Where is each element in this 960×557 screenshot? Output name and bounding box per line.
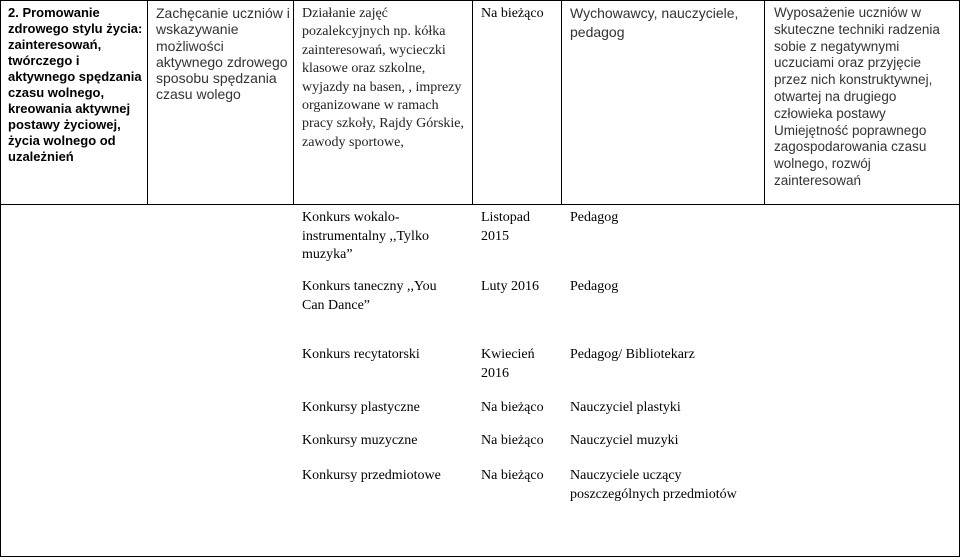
grid-line (0, 0, 1, 557)
area-cell: 2. Promowanie zdrowego stylu życia: zainteresowań, twórczego i aktywnego spędzania czasu wolnego, kreowania aktywnej postawy życiowej, życia wolnego od uzależnień (8, 5, 143, 164)
responsible-cell: Pedagog (570, 210, 619, 225)
grid-line (0, 0, 960, 1)
responsible-cell: Nauczyciel plastyki (570, 400, 681, 415)
responsible-cell: Pedagog (570, 279, 619, 294)
responsible-cell: Nauczyciel muzyki (570, 433, 679, 448)
grid-line (147, 0, 148, 204)
task-cell: Działanie zajęć pozalekcyjnych np. kółka zainteresowań, wycieczki klasowe oraz szkolne, wyjazdy na basen, , imprezy organizowane w ramach pracy szkoły, Rajdy Górskie, zawody sportowe, (302, 6, 464, 150)
task-cell: Konkursy przedmiotowe (302, 468, 441, 483)
responsible-cell: Wychowawcy, nauczyciele, pedagog (570, 5, 739, 40)
task-cell: Konkurs recytatorski (302, 347, 420, 362)
grid-line (764, 0, 765, 204)
grid-line (472, 0, 473, 204)
effects-cell: Wyposażenie uczniów w skuteczne techniki radzenia sobie z negatywnymi uczuciami oraz przyjęcie przez nich konstruktywnej, otwartej na drugiego człowieka postawy Umiejętność poprawnego zagospodarowania czasu wolnego, rozwój zainteresowań (774, 5, 940, 188)
grid-line (293, 0, 294, 204)
responsible-cell: Pedagog/ Bibliotekarz (570, 347, 695, 362)
term-cell: Na bieżąco (481, 433, 544, 448)
responsible-cell: Nauczyciele uczący poszczególnych przedmiotów (570, 468, 737, 502)
grid-line (561, 0, 562, 204)
term-cell: Kwiecień 2016 (481, 347, 535, 381)
term-cell: Na bieżąco (481, 400, 544, 415)
goal-cell: Zachęcanie uczniów i wskazywanie możliwości aktywnego zdrowego sposobu spędzania czasu wolego (156, 5, 290, 103)
task-cell: Konkursy plastyczne (302, 400, 420, 415)
task-cell: Konkurs taneczny ,,You Can Dance” (302, 279, 437, 313)
task-cell: Konkursy muzyczne (302, 433, 418, 448)
term-cell: Luty 2016 (481, 279, 539, 294)
term-cell: Listopad 2015 (481, 210, 530, 244)
term-cell: Na bieżąco (481, 6, 544, 21)
grid-line (0, 204, 960, 205)
task-cell: Konkurs wokalo-instrumentalny ,,Tylko muzyka” (302, 210, 429, 262)
term-cell: Na bieżąco (481, 468, 544, 483)
